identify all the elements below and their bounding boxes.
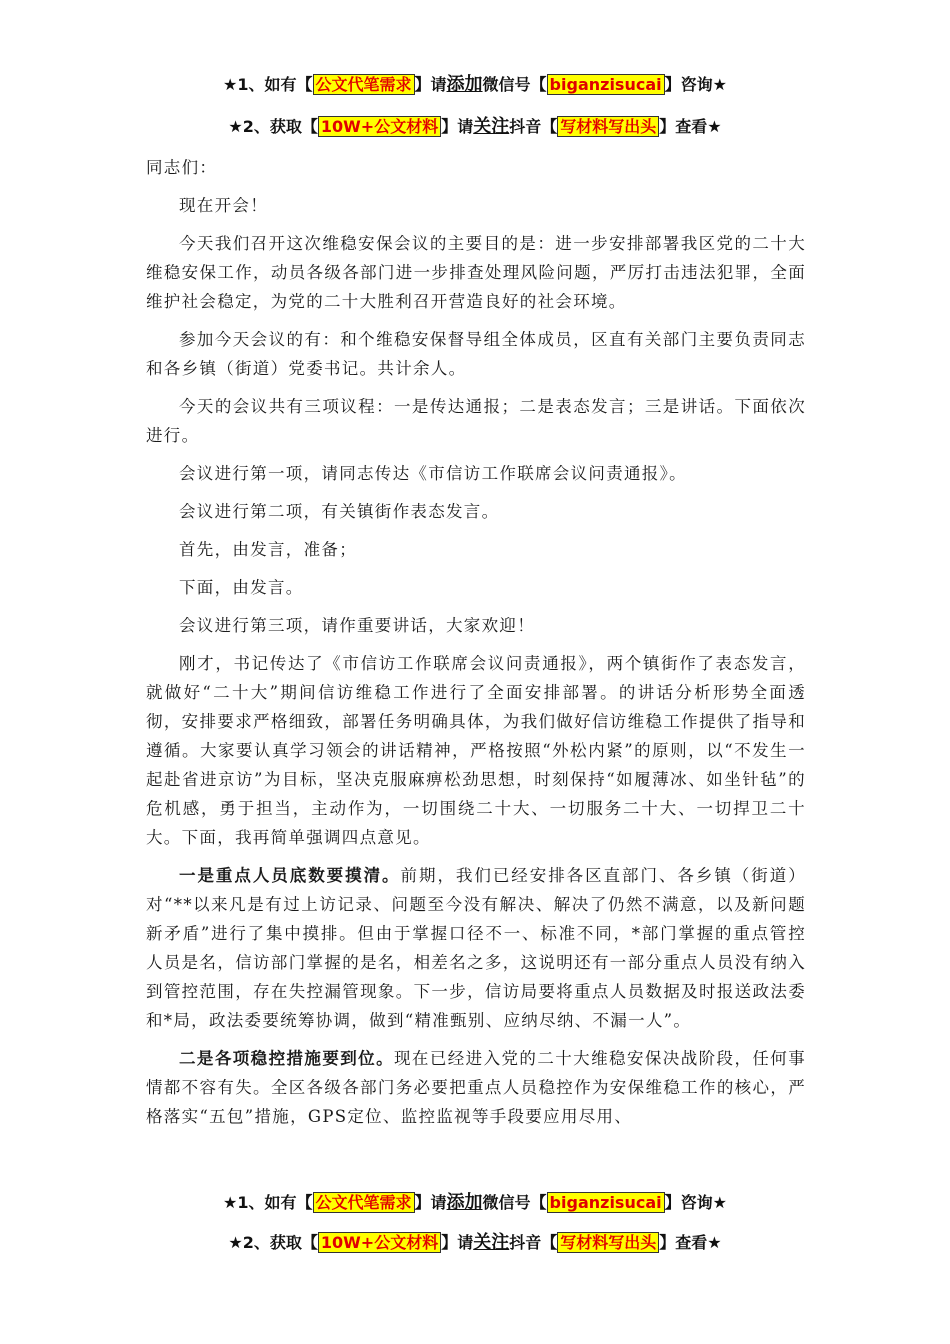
paragraph: 会议进行第二项，有关镇街作表态发言。 [179, 502, 500, 521]
banner-highlight: biganzisucai [547, 74, 665, 95]
paragraph: 参加今天会议的有：和个维稳安保督导组全体成员，区直有关部门主要负责同志和各乡镇（街道）党委书记。共计余人。 [146, 330, 806, 378]
paragraph: 下面，由发言。 [179, 578, 304, 597]
paragraph: 现在开会！ [179, 196, 268, 215]
paragraph: 刚才，书记传达了《市信访工作联席会议问责通报》，两个镇街作了表态发言，就做好“二十大”期间信访维稳工作进行了全面安排部署。的讲话分析形势全面透彻，安排要求严格细致，部署任务明确具体，为我们做好信访维稳工作提供了指导和遵循。大家要认真学习领会的讲话精神，严格按照“外松内紧”的原则，以“不发生一起赴省进京访”为目标，坚决克服麻痹松劲思想，时刻保持“如履薄冰、如坐针毡”的危机感，勇于担当，主动作为，一切围绕二十大、一切服务二十大、一切捍卫二十大。下面，我再简单强调四点意见。 [146, 654, 806, 847]
paragraph: 首先，由发言，准备； [179, 540, 357, 559]
paragraph-point-1: 一是重点人员底数要摸清。前期，我们已经安排各区直部门、各乡镇（街道）对“**以来凡是有过上访记录、问题至今没有解决、解决了仍然不满意，以及新问题新矛盾”进行了集中摸排。但由于掌握口径不一、标准不同，*部门掌握的重点管控人员是名，信访部门掌握的是名，相差名之多，这说明还有一部分重点人员没有纳入到管控范围，存在失控漏管现象。下一步，信访局要将重点人员数据及时报送政法委和*局，政法委要统筹协调，做到“精准甄别、应纳尽纳、不漏一人”。 [146, 866, 806, 1030]
point-heading: 一是重点人员底数要摸清。 [179, 866, 401, 885]
paragraph: 会议进行第三项，请作重要讲话，大家欢迎！ [179, 616, 535, 635]
banner-highlight: biganzisucai [547, 1192, 665, 1213]
paragraph: 会议进行第一项，请同志传达《市信访工作联席会议问责通报》。 [179, 464, 687, 483]
banner-bottom-line-1: ★1、如有【 公文代笔需求 】请添加微信号【 biganzisucai 】咨询★ [223, 1192, 727, 1213]
banner-highlight: 公文代笔需求 [313, 1192, 415, 1213]
banner-top-line-1: ★1、如有【 公文代笔需求 】请添加微信号【 biganzisucai 】咨询★ [223, 74, 727, 95]
paragraph-point-2: 二是各项稳控措施要到位。现在已经进入党的二十大维稳安保决战阶段，任何事情都不容有失。全区各级各部门务必要把重点人员稳控作为安保维稳工作的核心，严格落实“五包”措施，GPS定位、监控监视等手段要应用尽用、 [146, 1049, 806, 1126]
banner-highlight: 10W+公文材料 [318, 1232, 441, 1253]
banner-bottom-line-2: ★2、获取【 10W+公文材料 】请关注抖音【 写材料写出头 】查看★ [228, 1232, 722, 1253]
banner-highlight: 写材料写出头 [557, 1232, 659, 1253]
document-body [146, 153, 806, 1140]
salutation: 同志们： [146, 158, 218, 177]
banner-top-line-2: ★2、获取【 10W+公文材料 】请关注抖音【 写材料写出头 】查看★ [228, 116, 722, 137]
paragraph: 今天我们召开这次维稳安保会议的主要目的是：进一步安排部署我区党的二十大维稳安保工作，动员各级各部门进一步排查处理风险问题，严厉打击违法犯罪，全面维护社会稳定，为党的二十大胜利召开营造良好的社会环境。 [146, 234, 806, 311]
banner-highlight: 写材料写出头 [557, 116, 659, 137]
banner-highlight: 公文代笔需求 [313, 74, 415, 95]
paragraph: 今天的会议共有三项议程：一是传达通报；二是表态发言；三是讲话。下面依次进行。 [146, 397, 806, 445]
point-heading: 二是各项稳控措施要到位。 [179, 1049, 395, 1068]
banner-highlight: 10W+公文材料 [318, 116, 441, 137]
